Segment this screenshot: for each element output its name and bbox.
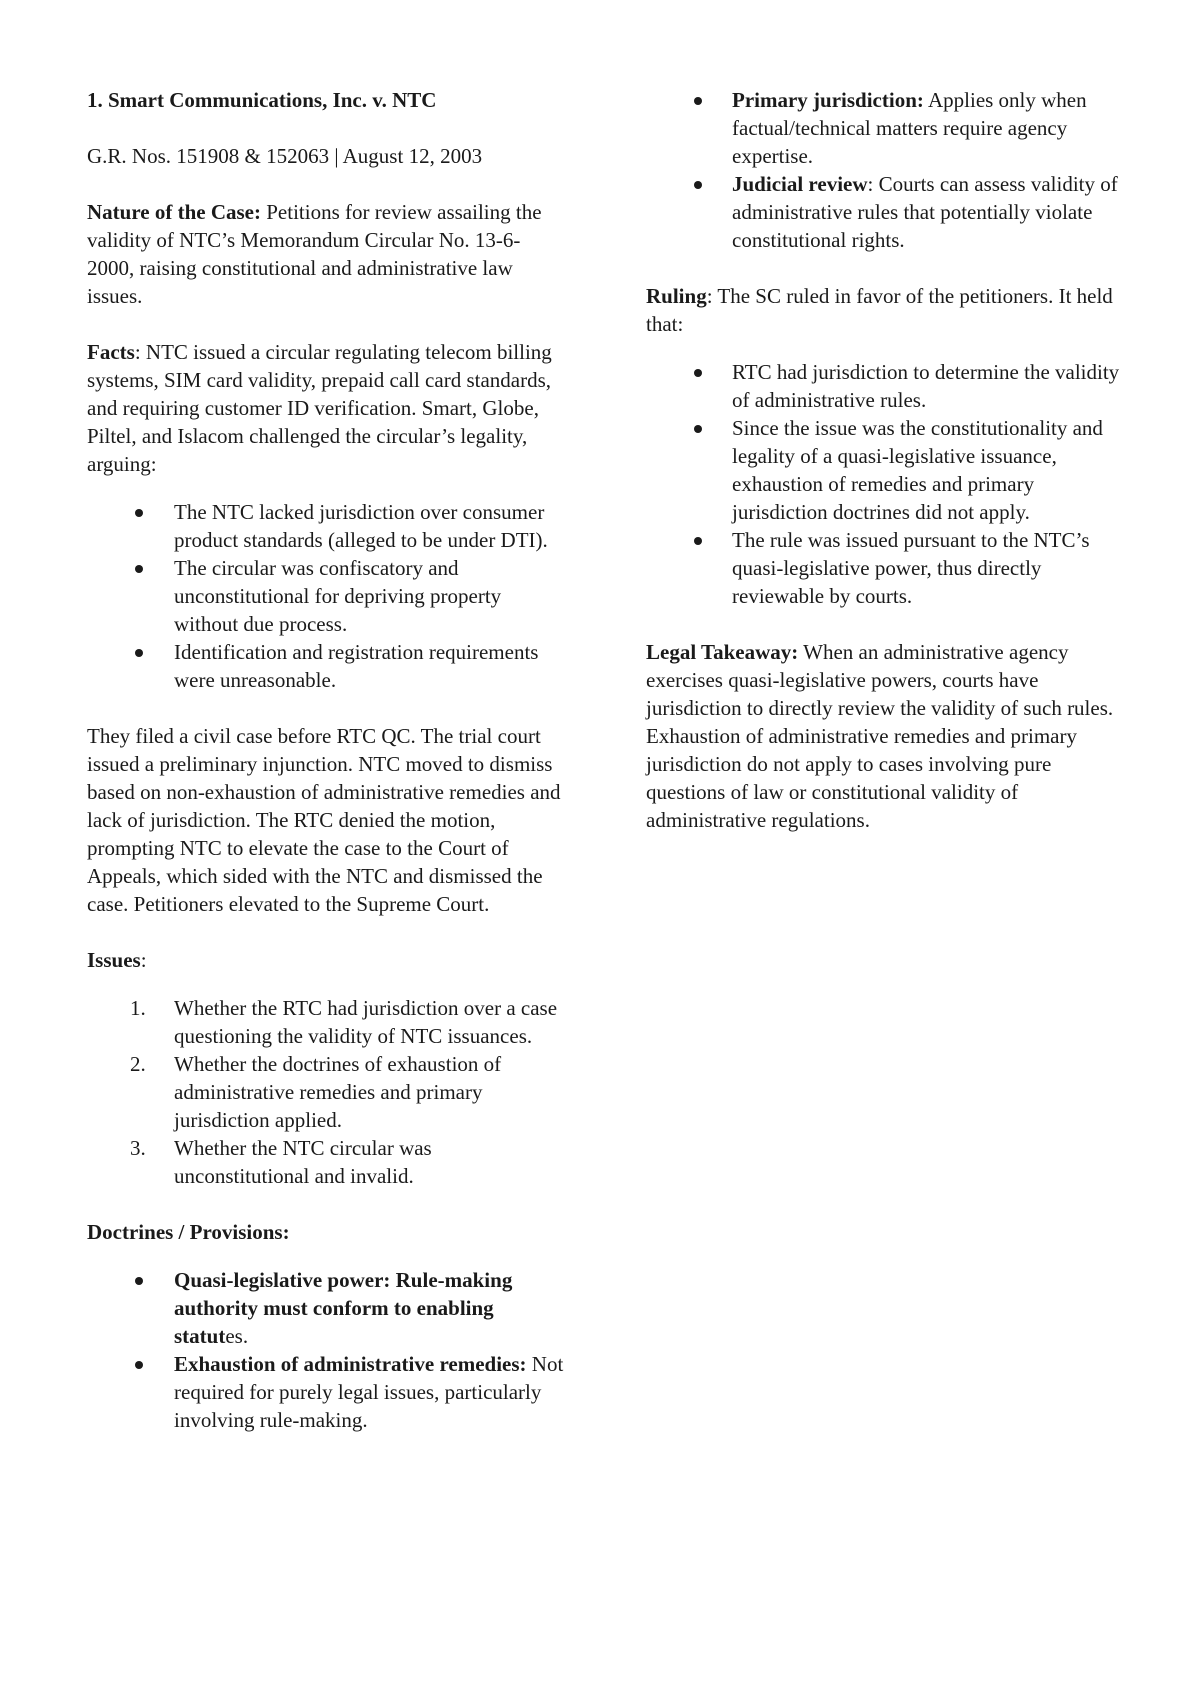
nature-text: Petitions for review assailing the validity of NTC’s Memorandum Circular No. 13-6-2000, raising constitutional and administrative law issues. (87, 200, 542, 308)
doctrine-text: Applies only when factual/technical matters require agency expertise. (732, 88, 1087, 168)
list-item (87, 1350, 567, 1434)
doctrines-list-continued (646, 86, 1126, 254)
list-item (87, 994, 567, 1050)
list-item: Identification and registration requirements were unreasonable. (87, 638, 567, 694)
list-item (646, 86, 1126, 170)
list-item: The circular was confiscatory and unconstitutional for depriving property without due process. (87, 554, 567, 638)
list-item: The rule was issued pursuant to the NTC’s quasi-legislative power, thus directly reviewable by courts. (646, 526, 1126, 610)
issue-number: 3. (130, 1136, 146, 1160)
right-column (646, 86, 1126, 862)
issue-text: Whether the RTC had jurisdiction over a case questioning the validity of NTC issuances. (174, 996, 558, 1048)
case-title: 1. Smart Communications, Inc. v. NTC (87, 88, 437, 112)
list-item (87, 1266, 567, 1350)
spacer (87, 984, 567, 994)
list-item (87, 1050, 567, 1134)
doctrine-term: Exhaustion of administrative remedies: (174, 1352, 527, 1376)
list-item (646, 170, 1126, 254)
ruling-label: Ruling (646, 284, 707, 308)
takeaway-section (646, 638, 1126, 834)
issues-list (87, 994, 567, 1190)
doctrine-text: es. (225, 1324, 249, 1348)
issues-heading (87, 946, 567, 974)
takeaway-label: Legal Takeaway: (646, 640, 799, 664)
spacer (87, 1256, 567, 1266)
doctrine-term: Quasi-legislative power: Rule-making authority must conform to enabling statut (174, 1268, 513, 1348)
issue-text: Whether the NTC circular was unconstitutional and invalid. (174, 1136, 432, 1188)
issue-text: Whether the doctrines of exhaustion of administrative remedies and primary jurisdiction applied. (174, 1052, 502, 1132)
nature-section (87, 198, 567, 310)
facts-label: Facts (87, 340, 135, 364)
ruling-list (646, 358, 1126, 610)
doctrine-text: : Courts can assess validity of administrative rules that potentially violate constitutional rights. (732, 172, 1118, 252)
spacer (646, 348, 1126, 358)
list-item: The NTC lacked jurisdiction over consumer product standards (alleged to be under DTI). (87, 498, 567, 554)
procedural-history: They filed a civil case before RTC QC. The trial court issued a preliminary injunction. NTC moved to dismiss based on non-exhaustion of administrative remedies and lack of jurisdiction. The RTC denied the motion, prompting NTC to elevate the case to the Court of Appeals, which sided with the NTC and dismissed the case. Petitioners elevated to the Supreme Court. (87, 724, 561, 916)
doctrines-heading: Doctrines / Provisions: (87, 1220, 290, 1244)
facts-text: : NTC issued a circular regulating telecom billing systems, SIM card validity, prepaid call card standards, and requiring customer ID verification. Smart, Globe, Piltel, and Islacom challenged the circular’s legality, arguing: (87, 340, 552, 476)
spacer (87, 488, 567, 498)
issues-label: Issues (87, 948, 141, 972)
facts-section (87, 338, 567, 478)
list-item: Since the issue was the constitutionality and legality of a quasi-legislative issuance, exhaustion of remedies and primary jurisdiction doctrines did not apply. (646, 414, 1126, 526)
doctrines-list (87, 1266, 567, 1434)
facts-arguments-list (87, 498, 567, 694)
ruling-text: : The SC ruled in favor of the petitioners. It held that: (646, 284, 1113, 336)
doctrine-term: Primary jurisdiction: (732, 88, 924, 112)
case-citation: G.R. Nos. 151908 & 152063 | August 12, 2003 (87, 144, 483, 168)
ruling-section (646, 282, 1126, 338)
nature-label: Nature of the Case: (87, 200, 261, 224)
list-item: RTC had jurisdiction to determine the validity of administrative rules. (646, 358, 1126, 414)
issue-number: 2. (130, 1052, 146, 1076)
issues-suffix: : (140, 948, 147, 972)
list-item (87, 1134, 567, 1190)
issue-number: 1. (130, 996, 146, 1020)
doctrine-text: Not required for purely legal issues, particularly involving rule-making. (174, 1352, 564, 1432)
doctrine-term: Judicial review (732, 172, 868, 196)
takeaway-text: When an administrative agency exercises quasi-legislative powers, courts have jurisdiction to directly review the validity of such rules. Exhaustion of administrative remedies and primary jurisdiction do not apply to cases involving pure questions of law or constitutional validity of administrative regulations. (646, 640, 1114, 832)
left-column (87, 86, 567, 1462)
